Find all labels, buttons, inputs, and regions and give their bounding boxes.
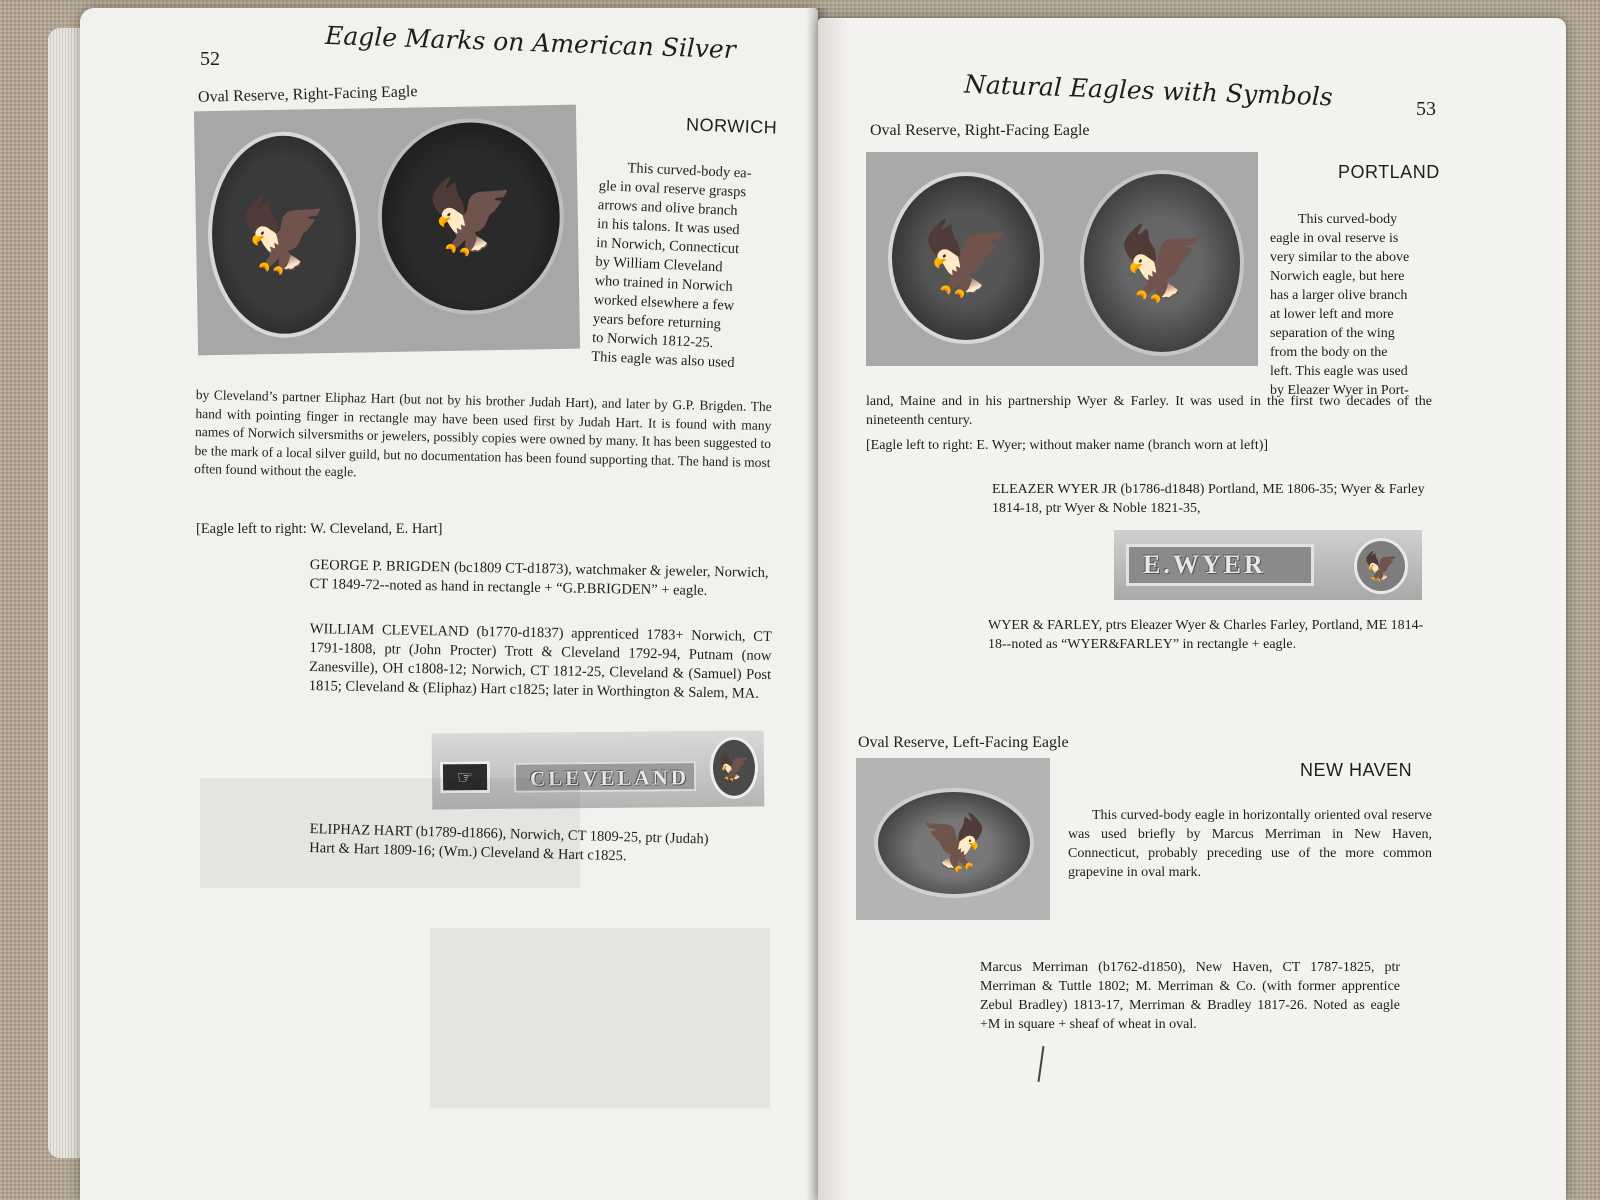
text-line: gle in oval reserve grasps <box>598 177 747 201</box>
section-heading: Oval Reserve, Right-Facing Eagle <box>197 83 418 106</box>
eagle-icon: 🦅 <box>920 811 988 874</box>
wrap-paragraph <box>591 158 776 374</box>
text-line: worked elsewhere a few <box>593 291 735 314</box>
text-line: eagle in oval reserve is <box>1270 231 1399 246</box>
text-line: by William Cleveland <box>595 253 723 276</box>
eagle-photo-pair <box>194 105 580 356</box>
eagle-mark-oval <box>888 172 1044 344</box>
right-page <box>818 18 1566 1200</box>
eagle-icon: 🦅 <box>1117 220 1207 305</box>
text-line: This curved-body <box>1298 212 1398 227</box>
show-through-shadow <box>430 928 770 1108</box>
text-line: who trained in Norwich <box>594 272 733 295</box>
eagle-icon: 🦅 <box>238 191 330 278</box>
place-heading: NEW HAVEN <box>1300 760 1413 780</box>
section-heading: Oval Reserve, Left-Facing Eagle <box>858 734 1069 751</box>
text-line: has a larger olive branch <box>1270 288 1408 303</box>
new-haven-paragraph: This curved-body eagle in horizontally oriented oval reserve was used briefly by Marcus Merriman in New Haven, Connecticut, probably preceding use of the more common grapevine in oval mark. <box>1068 808 1432 880</box>
maker-entry-merriman: Marcus Merriman (b1762-d1850), New Haven, CT 1787-1825, ptr Merriman & Tuttle 1802; M. Merriman & Co. (with former apprentice Zebul Bradley) 1813-17, Merriman & Bradley 1817-26. Noted as eagle +M in square + sheaf of wheat in oval. <box>980 960 1400 1032</box>
running-head: Natural Eagles with Symbols <box>963 69 1334 112</box>
text-line: from the body on the <box>1270 345 1388 360</box>
eagle-mark-oval <box>1080 170 1244 356</box>
text-line: Norwich eagle, but here <box>1270 269 1405 284</box>
eagle-photo <box>856 758 1050 920</box>
eagle-icon: 🦅 <box>921 215 1011 300</box>
show-through-shadow <box>200 778 580 888</box>
text-line: This curved-body ea- <box>627 160 752 182</box>
text-line: at lower left and more <box>1270 307 1394 322</box>
name-stamp-text: E.WYER <box>1143 550 1266 579</box>
pointing-hand-icon: ☞ <box>456 766 474 788</box>
eagle-mark-oval <box>710 737 759 799</box>
eagle-icon: 🦅 <box>1363 549 1399 583</box>
maker-entry-hart: ELIPHAZ HART (b1789-d1866), Norwich, CT 1809-25, ptr (Judah) Hart & Hart 1809-16; (Wm.) Cleveland & Hart c1825. <box>309 820 709 865</box>
section-heading: Oval Reserve, Right-Facing Eagle <box>870 122 1090 139</box>
text-line: in his talons. It was used <box>596 215 740 239</box>
place-heading: PORTLAND <box>1338 162 1440 182</box>
eagle-mark-oval <box>206 130 362 339</box>
page-number: 53 <box>1416 98 1436 120</box>
portland-paragraph: land, Maine and in his partnership Wyer & Farley. It was used in the first two decades of the nineteenth century. <box>866 394 1432 428</box>
name-stamp-text: CLEVELAND <box>529 765 690 791</box>
eagle-mark-oval <box>376 117 565 316</box>
maker-entry-wyer: ELEAZER WYER JR (b1786-d1848) Portland, ME 1806-35; Wyer & Farley 1814-18, ptr Wyer & Noble 1821-35, <box>992 482 1425 516</box>
wyer-mark-strip <box>1114 530 1422 600</box>
maker-entry-cleveland: WILLIAM CLEVELAND (b1770-d1837) apprenticed 1783+ Norwich, CT 1791-1808, ptr (John Procter) Trott & Cleveland 1792-94, Putnam (now Zanesville), OH c1808-12; Norwich, CT 1812-25, Cleveland & (Samuel) Post 1815; Cleveland & (Eliphaz) Hart c1825; later in Worthington & Salem, MA. <box>308 620 772 702</box>
page-number: 52 <box>200 48 220 70</box>
text-line: arrows and olive branch <box>597 196 738 220</box>
maker-entry-brigden: GEORGE P. BRIGDEN (bc1809 CT-d1873), watchmaker & jeweler, Norwich, CT 1849-72--noted as hand in rectangle + “G.P.BRIGDEN” + eagle. <box>309 556 769 599</box>
eagle-mark-oval <box>874 788 1034 898</box>
pencil-mark <box>1038 1046 1045 1082</box>
text-line: in Norwich, Connecticut <box>595 234 740 258</box>
text-line: by Eleazer Wyer in Port- <box>1270 383 1409 398</box>
text-line: years before returning <box>592 310 722 333</box>
text-line: This eagle was also used <box>590 348 735 372</box>
text-line: very similar to the above <box>1270 250 1410 265</box>
norwich-paragraph: by Cleveland’s partner Eliphaz Hart (but not by his brother Judah Hart), and later by G.P. Brigden. The hand with pointing finger in rectangle may have been used first by Judah Hart. It is found with many names of Norwich silversmiths or jewelers, possibly copies were owned by many. It has been suggested to be the mark of a local silver guild, but no documentation has been found supporting that. The hand is most often found without the eagle. <box>194 386 772 480</box>
eagle-photo-pair <box>866 152 1258 366</box>
text-line: separation of the wing <box>1270 326 1395 341</box>
text-line: to Norwich 1812-25. <box>591 329 714 352</box>
name-stamp-rectangle <box>1126 544 1314 586</box>
text-line: left. This eagle was used <box>1270 364 1408 379</box>
eagle-icon: 🦅 <box>425 173 517 259</box>
left-page <box>80 8 818 1200</box>
maker-entry-wyer-farley: WYER & FARLEY, ptrs Eleazer Wyer & Charles Farley, Portland, ME 1814-18--noted as “WYER&FARLEY” in rectangle + eagle. <box>988 618 1424 652</box>
photo-caption: [Eagle left to right: E. Wyer; without maker name (branch worn at left)] <box>866 438 1269 453</box>
wrap-paragraph <box>1270 210 1432 400</box>
running-head: Eagle Marks on American Silver <box>324 20 737 65</box>
eagle-mark-oval <box>1354 538 1408 594</box>
eagle-icon: 🦅 <box>717 752 751 783</box>
photo-caption: [Eagle left to right: W. Cleveland, E. Hart] <box>196 521 443 537</box>
place-heading: NORWICH <box>685 114 778 138</box>
